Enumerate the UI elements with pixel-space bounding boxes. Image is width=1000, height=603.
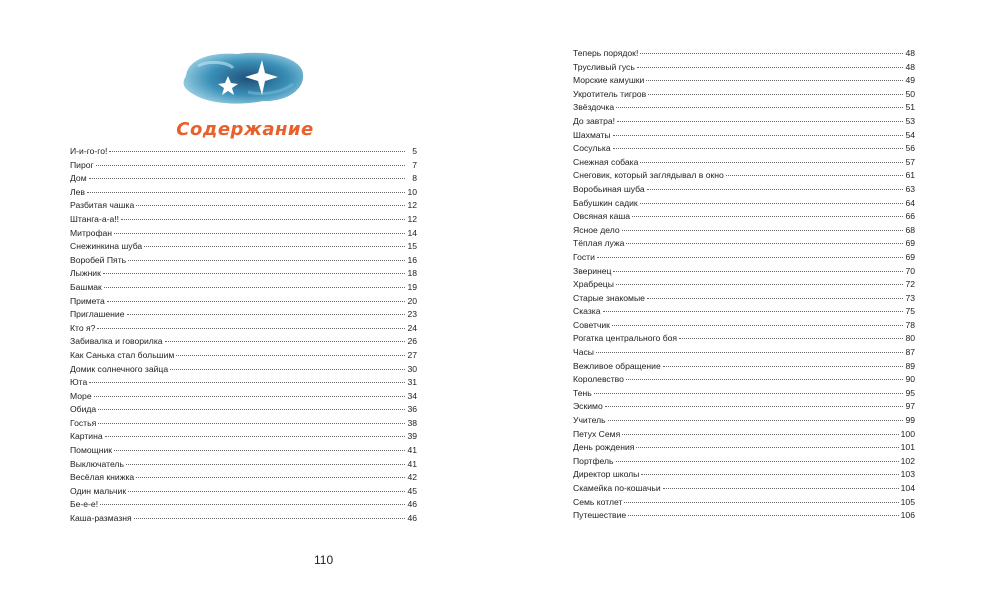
toc-entry-page: 31 [407, 377, 417, 388]
dot-leader [97, 327, 405, 329]
page-title: Содержание [176, 119, 314, 140]
toc-list-left [70, 145, 417, 526]
toc-entry-page: 78 [905, 319, 915, 330]
toc-entry-page: 89 [905, 360, 915, 371]
toc-entry [573, 496, 915, 510]
toc-entry-page: 61 [905, 170, 915, 181]
toc-entry [573, 414, 915, 428]
toc-entry-page: 14 [407, 227, 417, 238]
toc-entry-title: Забивалка и говорилка [70, 336, 163, 347]
toc-entry-page: 90 [905, 374, 915, 385]
toc-entry [573, 373, 915, 387]
toc-entry-page: 23 [407, 309, 417, 320]
toc-entry-page: 105 [900, 496, 915, 507]
toc-entry-title: Королевство [573, 374, 624, 385]
toc-entry-title: Теперь порядок! [573, 48, 639, 58]
toc-entry-title: Директор школы [573, 469, 640, 480]
dot-leader [679, 337, 903, 339]
toc-entry-title: Юта [70, 377, 88, 388]
toc-entry-title: Тень [573, 387, 592, 398]
toc-entry-page: 46 [407, 499, 417, 510]
toc-entry-page: 103 [900, 469, 915, 480]
toc-entry-page: 80 [905, 333, 915, 344]
toc-entry-page: 45 [407, 485, 417, 496]
dot-leader [616, 106, 903, 108]
toc-entry-page: 48 [905, 61, 915, 72]
toc-entry-title: Башмак [70, 281, 102, 292]
toc-entry-title: Овсяная каша [573, 211, 631, 222]
toc-entry [70, 159, 417, 173]
toc-entry-title: Петух Семя [573, 428, 621, 439]
toc-entry-title: Зверинец [573, 265, 612, 276]
toc-entry [573, 142, 915, 156]
dot-leader [109, 150, 405, 152]
toc-entry [573, 387, 915, 401]
toc-entry [573, 509, 915, 523]
toc-entry [573, 360, 915, 374]
toc-entry [573, 400, 915, 414]
toc-entry-page: 99 [905, 415, 915, 426]
dot-leader [144, 245, 405, 247]
dot-leader [134, 517, 405, 519]
toc-entry-page: 87 [905, 347, 915, 358]
toc-entry-page: 36 [407, 404, 417, 415]
dot-leader [612, 324, 903, 326]
toc-entry-page: 50 [905, 88, 915, 99]
page-number: 110 [314, 553, 334, 567]
toc-entry-page: 75 [905, 306, 915, 317]
toc-entry-page: 106 [900, 510, 915, 521]
toc-entry-page: 68 [905, 224, 915, 235]
dot-leader [87, 191, 405, 193]
toc-entry [70, 417, 417, 431]
dot-leader [647, 297, 903, 299]
toc-entry-page: 69 [905, 238, 915, 249]
toc-entry-title: Каша-размазня [70, 513, 132, 524]
toc-entry-title: Бе-е-е! [70, 499, 99, 510]
toc-entry-title: Воробьиная шуба [573, 183, 645, 194]
dot-leader [646, 79, 903, 81]
toc-entry-title: Семь котлет [573, 496, 623, 507]
dot-leader [105, 435, 405, 437]
toc-entry [70, 199, 417, 213]
stars-emblem-icon [178, 46, 308, 108]
toc-entry-page: 39 [407, 431, 417, 442]
toc-entry-title: Советчик [573, 319, 610, 330]
toc-entry-page: 57 [905, 156, 915, 167]
toc-entry-page: 41 [407, 445, 417, 456]
toc-entry [70, 267, 417, 281]
toc-list-right [573, 47, 915, 523]
toc-entry-page: 46 [407, 513, 417, 524]
dot-leader [626, 242, 903, 244]
toc-entry-title: Разбитая чашка [70, 200, 135, 211]
dot-leader [596, 351, 903, 353]
toc-entry-title: Помощник [70, 445, 113, 456]
toc-entry-title: Часы [573, 347, 594, 358]
toc-entry-page: 97 [905, 401, 915, 412]
toc-entry-page: 15 [407, 241, 417, 252]
toc-entry-title: Снеговик, который заглядывал в окно [573, 170, 724, 181]
toc-entry-page: 10 [407, 186, 417, 197]
toc-entry [573, 482, 915, 496]
dot-leader [613, 134, 903, 136]
toc-entry-page: 5 [412, 146, 417, 156]
toc-entry [70, 281, 417, 295]
toc-entry-title: Гости [573, 251, 595, 262]
dot-leader [104, 286, 405, 288]
toc-entry-page: 18 [407, 268, 417, 279]
toc-entry-page: 72 [905, 279, 915, 290]
dot-leader [114, 449, 405, 451]
toc-entry [573, 237, 915, 251]
toc-entry [573, 305, 915, 319]
toc-entry-page: 54 [905, 129, 915, 140]
toc-entry [573, 210, 915, 224]
toc-entry-title: Картина [70, 431, 103, 442]
toc-entry-page: 20 [407, 295, 417, 306]
toc-entry-title: До завтра! [573, 115, 616, 126]
toc-entry-title: Как Санька стал большим [70, 349, 175, 360]
toc-entry-title: Звёздочка [573, 102, 615, 113]
toc-entry [70, 430, 417, 444]
toc-entry-title: Ясное дело [573, 224, 620, 235]
toc-entry [70, 349, 417, 363]
toc-entry-title: Пирог [70, 159, 94, 170]
toc-entry [573, 251, 915, 265]
dot-leader [626, 378, 903, 380]
toc-entry [70, 227, 417, 241]
toc-entry-page: 53 [905, 115, 915, 126]
toc-entry-page: 38 [407, 417, 417, 428]
dot-leader [128, 490, 405, 492]
dot-leader [594, 392, 903, 394]
dot-leader [121, 218, 405, 220]
toc-entry-title: Митрофан [70, 227, 113, 238]
dot-leader [605, 405, 903, 407]
toc-entry-page: 51 [905, 102, 915, 113]
toc-entry [573, 156, 915, 170]
toc-entry-title: День рождения [573, 442, 635, 453]
dot-leader [613, 147, 903, 149]
dot-leader [597, 256, 903, 258]
dot-leader [126, 463, 405, 465]
dot-leader [622, 433, 898, 435]
toc-entry-title: Лев [70, 186, 85, 197]
dot-leader [636, 446, 898, 448]
toc-entry-page: 101 [900, 442, 915, 453]
toc-entry [70, 471, 417, 485]
toc-entry-page: 104 [900, 483, 915, 493]
toc-entry [70, 363, 417, 377]
toc-entry-title: Скамейка по-кошачьи [573, 483, 661, 493]
toc-entry-title: Вежливое обращение [573, 360, 661, 371]
toc-entry [573, 47, 915, 61]
toc-entry [70, 512, 417, 526]
toc-entry [70, 498, 417, 512]
dot-leader [100, 503, 405, 505]
toc-entry-title: Приглашение [70, 309, 125, 320]
dot-leader [603, 310, 903, 312]
dot-leader [726, 174, 903, 176]
toc-entry [573, 169, 915, 183]
toc-entry-title: Сказка [573, 306, 601, 317]
toc-entry [573, 346, 915, 360]
dot-leader [98, 422, 405, 424]
dot-leader [640, 161, 903, 163]
toc-entry [573, 224, 915, 238]
toc-entry-title: Укротитель тигров [573, 88, 647, 99]
toc-entry-page: 42 [407, 472, 417, 483]
toc-entry-title: Лыжник [70, 268, 101, 279]
dot-leader [89, 177, 405, 179]
dot-leader [637, 66, 903, 68]
toc-entry [573, 183, 915, 197]
toc-entry-title: Штанга-а-а!! [70, 213, 120, 224]
toc-entry-title: Снежная собака [573, 156, 639, 167]
dot-leader [632, 215, 903, 217]
toc-entry-title: Рогатка центрального боя [573, 333, 678, 344]
toc-entry-title: Путешествие [573, 510, 627, 521]
toc-entry-page: 64 [905, 197, 915, 208]
toc-entry [70, 295, 417, 309]
toc-entry-title: Один мальчик [70, 485, 127, 496]
toc-entry-page: 100 [900, 428, 915, 439]
toc-entry [573, 101, 915, 115]
dot-leader [613, 270, 903, 272]
dot-leader [608, 419, 903, 421]
dot-leader [640, 202, 903, 204]
toc-entry-title: Морские камушки [573, 75, 645, 86]
toc-entry [70, 308, 417, 322]
toc-entry [573, 88, 915, 102]
toc-entry [70, 444, 417, 458]
toc-entry-page: 24 [407, 322, 417, 333]
toc-entry-title: Домик солнечного зайца [70, 363, 169, 374]
toc-entry-page: 41 [407, 458, 417, 469]
toc-entry-title: Снежинкина шуба [70, 241, 143, 252]
toc-entry-page: 102 [900, 455, 915, 466]
toc-entry-title: Тёплая лужа [573, 238, 625, 249]
toc-entry-page: 69 [905, 251, 915, 262]
toc-entry-page: 49 [905, 75, 915, 86]
toc-entry-page: 95 [905, 387, 915, 398]
toc-entry-page: 48 [905, 48, 915, 58]
toc-entry [70, 390, 417, 404]
dot-leader [622, 229, 903, 231]
toc-entry [573, 319, 915, 333]
toc-entry-title: Храбрецы [573, 279, 614, 290]
dot-leader [114, 232, 405, 234]
dot-leader [136, 476, 405, 478]
dot-leader [617, 120, 903, 122]
toc-entry-page: 12 [407, 213, 417, 224]
dot-leader [103, 272, 405, 274]
toc-entry-title: Эскимо [573, 401, 603, 412]
toc-entry [70, 213, 417, 227]
dot-leader [176, 354, 405, 356]
toc-entry-page: 26 [407, 336, 417, 347]
toc-entry [70, 403, 417, 417]
toc-entry-title: Портфель [573, 455, 614, 466]
toc-entry [70, 335, 417, 349]
dot-leader [107, 300, 405, 302]
toc-entry [573, 441, 915, 455]
toc-entry [573, 115, 915, 129]
toc-entry [573, 468, 915, 482]
dot-leader [96, 164, 405, 166]
dot-leader [89, 381, 405, 383]
toc-entry-title: И-и-го-го! [70, 146, 108, 156]
toc-entry-title: Гостья [70, 417, 97, 428]
toc-entry [70, 240, 417, 254]
toc-entry-title: Шахматы [573, 129, 611, 140]
dot-leader [663, 487, 899, 489]
toc-entry-page: 12 [407, 200, 417, 211]
toc-entry [70, 458, 417, 472]
toc-entry-page: 19 [407, 281, 417, 292]
toc-entry-page: 70 [905, 265, 915, 276]
toc-entry-title: Примета [70, 295, 105, 306]
dot-leader [127, 313, 406, 315]
toc-entry [70, 254, 417, 268]
toc-entry-page: 27 [407, 349, 417, 360]
toc-entry-page: 30 [407, 363, 417, 374]
toc-entry-title: Сосулька [573, 143, 611, 154]
toc-entry [573, 197, 915, 211]
toc-entry [573, 455, 915, 469]
dot-leader [170, 368, 405, 370]
dot-leader [136, 204, 405, 206]
toc-entry-page: 66 [905, 211, 915, 222]
dot-leader [128, 259, 405, 261]
toc-entry [573, 292, 915, 306]
toc-entry-page: 63 [905, 183, 915, 194]
toc-entry-title: Весёлая книжка [70, 472, 135, 483]
toc-entry-title: Трусливый гусь [573, 61, 635, 72]
toc-entry [573, 332, 915, 346]
right-page [573, 0, 915, 603]
dot-leader [628, 514, 899, 516]
toc-entry-page: 8 [412, 173, 417, 184]
toc-entry-page: 73 [905, 292, 915, 303]
toc-entry [573, 74, 915, 88]
toc-entry [70, 172, 417, 186]
toc-entry [573, 428, 915, 442]
toc-entry [70, 485, 417, 499]
toc-entry-page: 56 [905, 143, 915, 154]
toc-entry-page: 34 [407, 390, 417, 401]
toc-entry [573, 61, 915, 75]
dot-leader [648, 93, 903, 95]
toc-entry-title: Воробей Пять [70, 254, 127, 265]
dot-leader [616, 460, 899, 462]
toc-entry [573, 278, 915, 292]
toc-entry [573, 129, 915, 143]
toc-entry-page: 16 [407, 254, 417, 265]
toc-entry-title: Старые знакомые [573, 292, 645, 303]
dot-leader [624, 501, 898, 503]
dot-leader [616, 283, 903, 285]
dot-leader [98, 408, 405, 410]
toc-entry-title: Учитель [573, 415, 606, 426]
toc-entry-title: Дом [70, 173, 87, 184]
dot-leader [663, 365, 903, 367]
toc-entry [70, 186, 417, 200]
toc-entry [70, 376, 417, 390]
toc-entry [70, 145, 417, 159]
dot-leader [165, 340, 405, 342]
dot-leader [641, 473, 898, 475]
toc-entry-page: 7 [412, 159, 417, 170]
left-page [70, 0, 420, 603]
toc-entry [70, 322, 417, 336]
toc-entry-title: Море [70, 390, 92, 401]
dot-leader [647, 188, 903, 190]
dot-leader [640, 52, 903, 54]
toc-entry-title: Кто я? [70, 322, 96, 333]
toc-entry [573, 265, 915, 279]
dot-leader [94, 395, 405, 397]
toc-entry-title: Обида [70, 404, 97, 415]
toc-entry-title: Бабушкин садик [573, 197, 638, 208]
toc-entry-title: Выключатель [70, 458, 124, 469]
